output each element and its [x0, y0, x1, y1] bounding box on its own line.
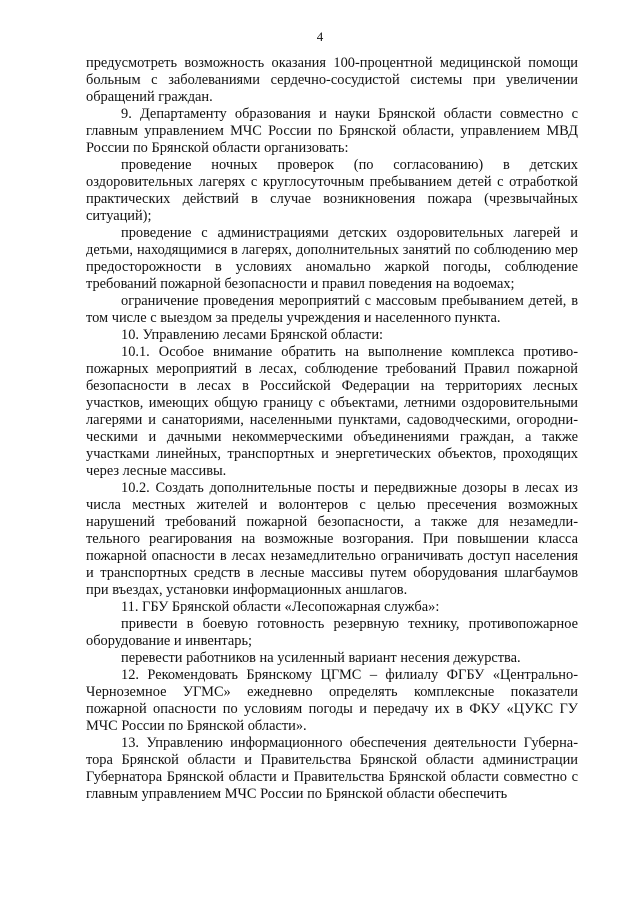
paragraph: проведение ночных проверок (по согласованию) в детских оздоровительных лагерях с круглосуточным пребыванием детей с отработкой практических действий в случае возникновения пожара (чрезвычайных ситуаций); — [86, 157, 578, 224]
paragraph: 11. ГБУ Брянской области «Лесопожарная служба»: — [121, 599, 440, 615]
paragraph: привести в боевую готовность резервную технику, противопожарное оборудование и инвентарь; — [86, 616, 578, 649]
paragraph: 10.2. Создать дополнительные посты и передвижные дозоры в лесах из числа местных жителей и волонтеров с целью пресечения возможных нарушений требований пожарной безопасности, а также для незамедлительного реагирования на возможные возгорания. При повышении класса пожарной опасности в лесах незамедлительно ограничивать доступ населения и транспортных средств в лесные массивы путем оборудования шлагбаумов при въездах, установки информационных аншлагов. — [86, 480, 578, 598]
paragraph: 13. Управлению информационного обеспечения деятельности Губернатора Брянской области и Правительства Брянской области администрации Губернатора Брянской области и Правительства Брянской области совместно с главным управлением МЧС России по Брянской области обеспечить — [86, 735, 578, 802]
page-number: 4 — [316, 29, 324, 44]
paragraph: 10. Управлению лесами Брянской области: — [121, 327, 384, 343]
paragraph: 9. Департаменту образования и науки Брянской области совместно с главным управлением МЧС России по Брянской области, управлением МВД России по Брянской области организовать: — [86, 106, 578, 156]
paragraph: 12. Рекомендовать Брянскому ЦГМС – филиалу ФГБУ «Центрально-Черноземное УГМС» ежедневно определять комплексные показатели пожарной опасности по условиям погоды и передачу их в ФКУ «ЦУКС ГУ МЧС России по Брянской области». — [86, 667, 578, 734]
paragraph: предусмотреть возможность оказания 100-процентной медицинской помощи больным с заболеваниями сердечно-сосудистой системы при увеличении обращений граждан. — [86, 55, 578, 105]
paragraph: ограничение проведения мероприятий с массовым пребыванием детей, в том числе с выездом за пределы учреждения и населенного пункта. — [86, 293, 578, 326]
paragraph: 10.1. Особое внимание обратить на выполнение комплекса противопожарных мероприятий в лесах, соблюдение требований Правил пожарной безопасности в лесах в Российской Федерации на территориях лесных участков, имеющих общую границу с объектами, летними оздоровительными лагерями и санаториями, населенными пунктами, садоводческими, огородническими и дачными некоммерческими объединениями граждан, а также участками линейных, транспортных и энергетических объектов, проходящих через лесные массивы. — [86, 344, 578, 479]
paragraph: проведение с администрациями детских оздоровительных лагерей и детьми, находящимися в лагерях, дополнительных занятий по соблюдению мер предосторожности в условиях аномально жаркой погоды, соблюдение требований пожарной безопасности и правил поведения на водоемах; — [86, 225, 578, 292]
document-body — [86, 55, 578, 803]
paragraph: перевести работников на усиленный вариант несения дежурства. — [121, 650, 521, 666]
